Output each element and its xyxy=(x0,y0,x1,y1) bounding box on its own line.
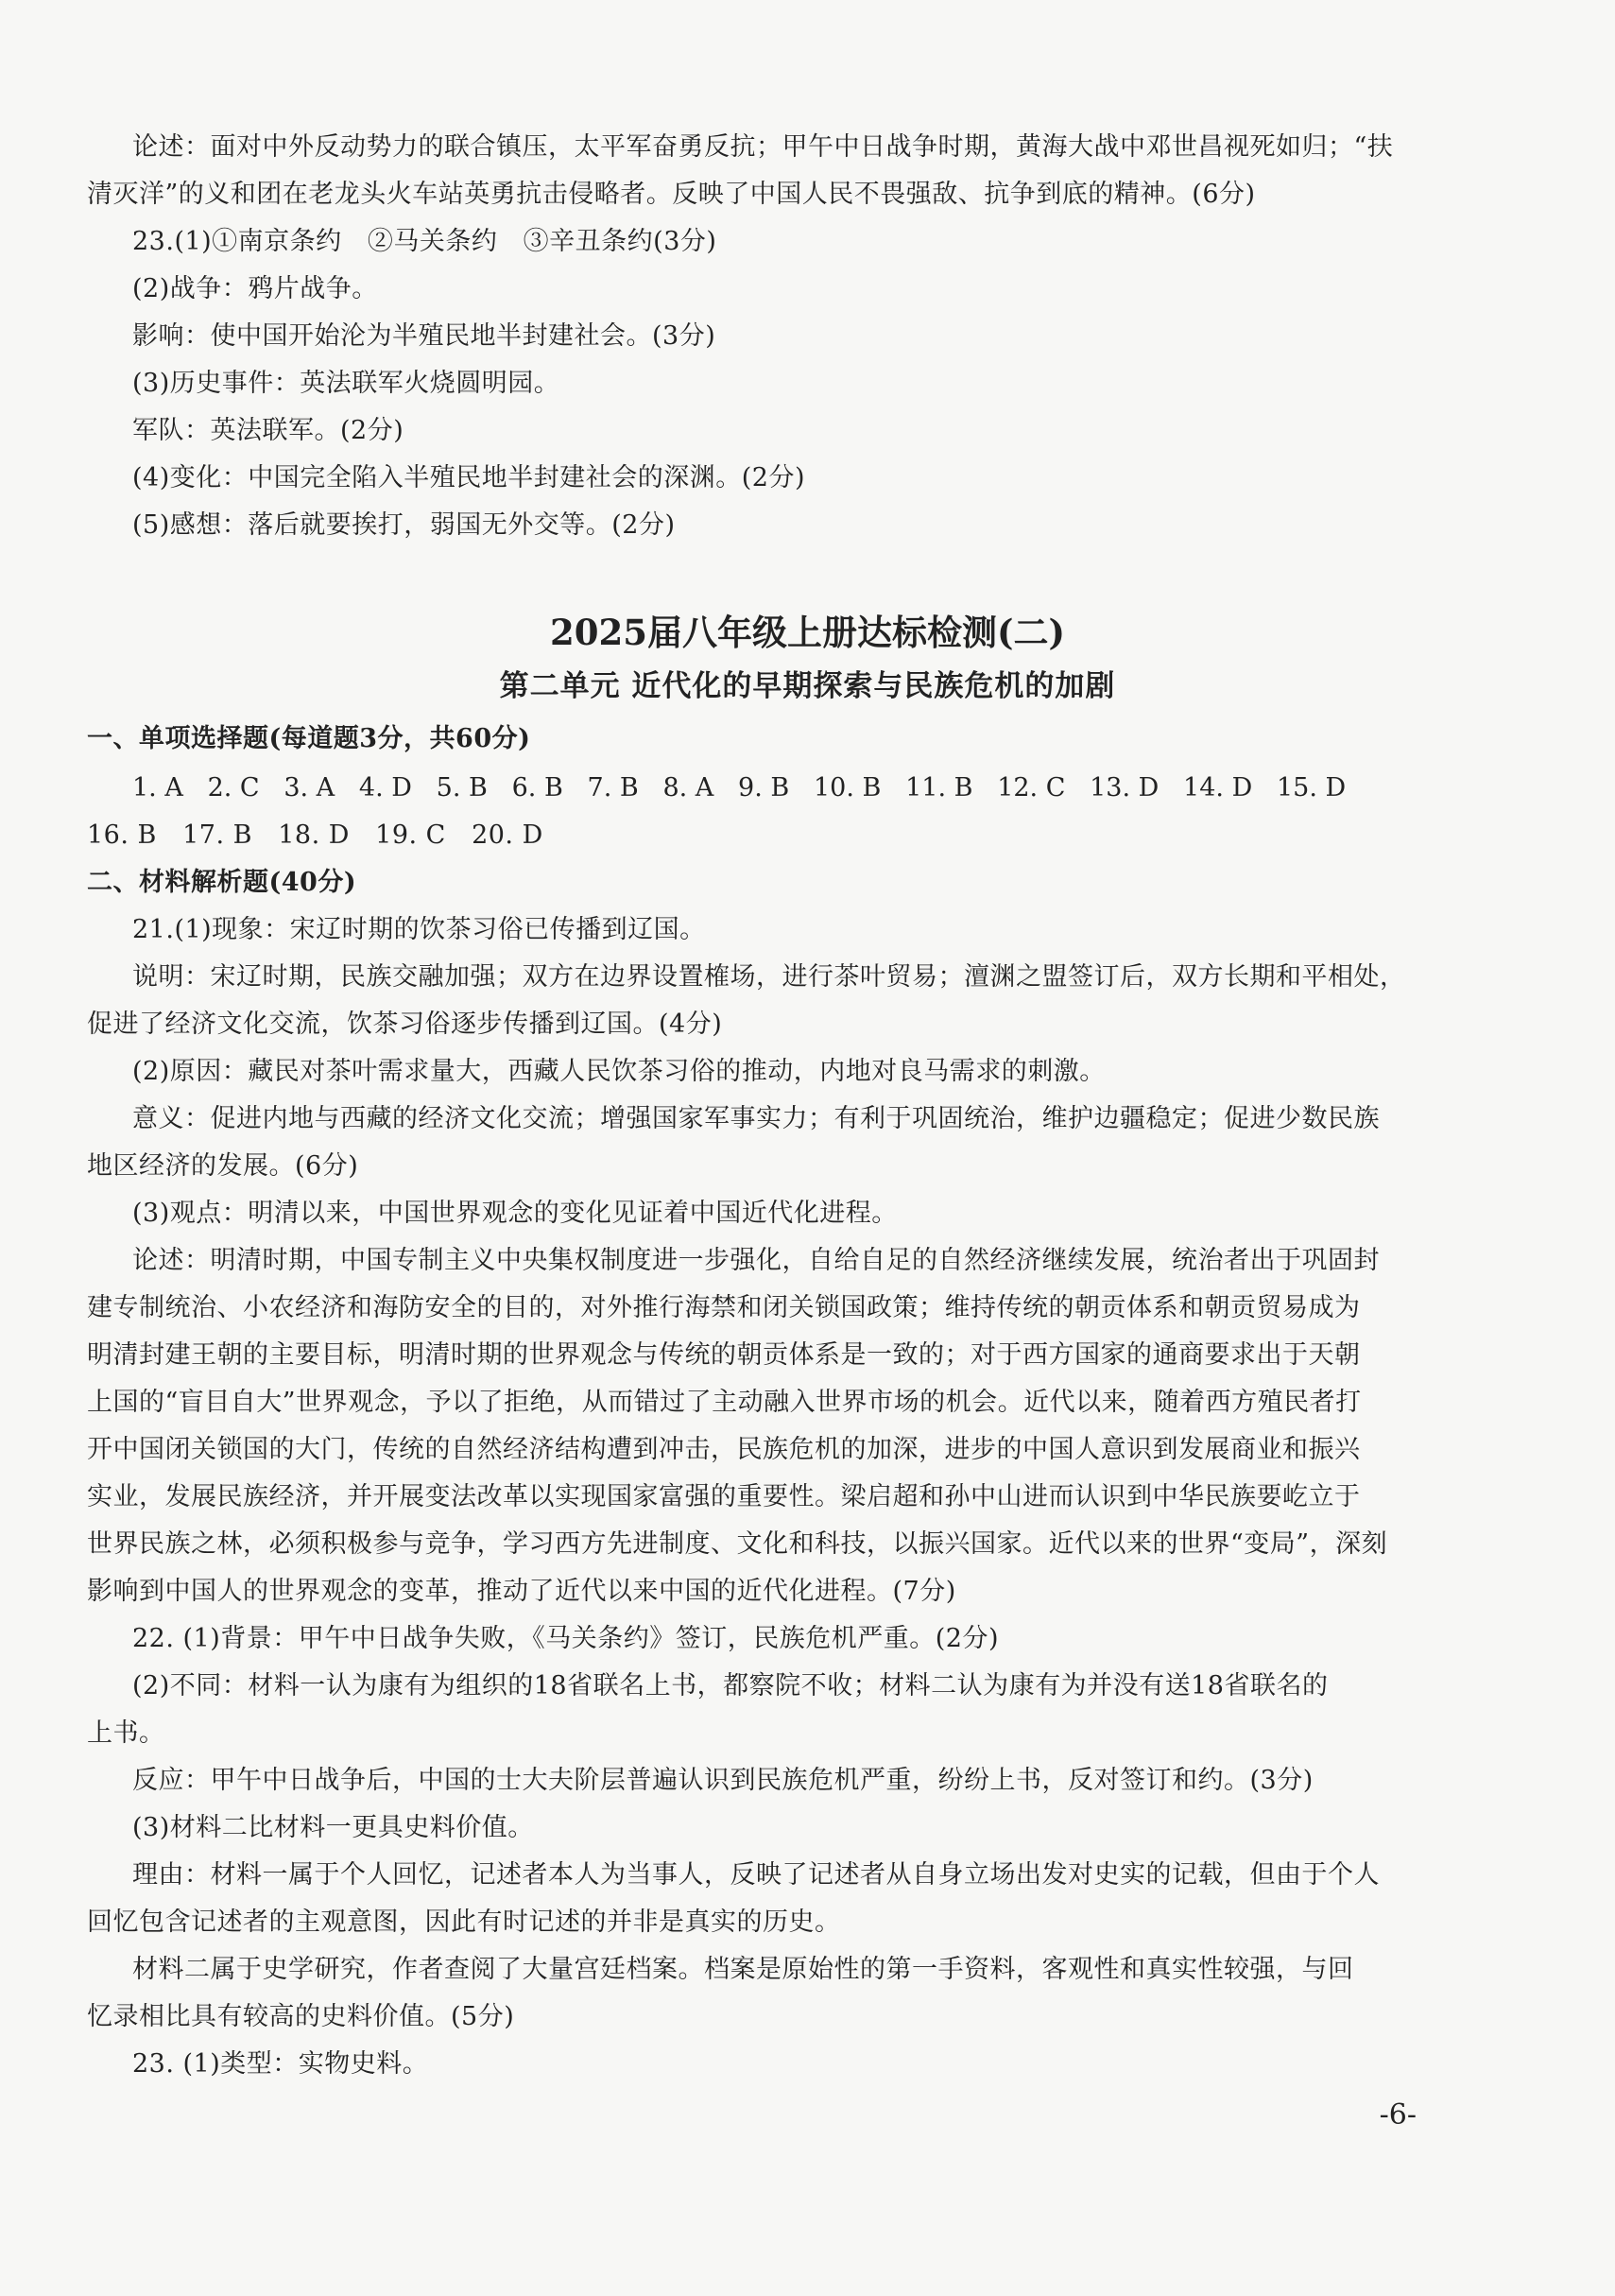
text-line: 军队：英法联军。(2分) xyxy=(132,416,404,445)
text-line: 22. (1)背景：甲午中日战争失败，《马关条约》签订，民族危机严重。(2分) xyxy=(132,1624,1000,1653)
text-line: 意义：促进内地与西藏的经济文化交流；增强国家军事实力；有利于巩固统治，维护边疆稳定；促进少数民族 xyxy=(132,1104,1380,1133)
section-heading: 二、材料解析题(40分) xyxy=(87,868,357,897)
text-line: 论述：明清时期，中国专制主义中央集权制度进一步强化，自给自足的自然经济继续发展，统治者出于巩固封 xyxy=(132,1246,1380,1275)
text-line: (2)战争：鸦片战争。 xyxy=(132,274,378,303)
text-line: 促进了经济文化交流，饮茶习俗逐步传播到辽国。(4分) xyxy=(87,1010,723,1039)
text-line: 地区经济的发展。(6分) xyxy=(87,1151,359,1181)
text-line: 影响：使中国开始沦为半殖民地半封建社会。(3分) xyxy=(132,321,716,351)
text-line: (5)感想：落后就要挨打，弱国无外交等。(2分) xyxy=(132,510,676,540)
text-line: 开中国闭关锁国的大门，传统的自然经济结构遭到冲击，民族危机的加深，进步的中国人意识到发展商业和振兴 xyxy=(87,1435,1361,1464)
section-heading: 一、单项选择题(每道题3分，共60分) xyxy=(87,724,531,753)
text-line: 材料二属于史学研究，作者查阅了大量宫廷档案。档案是原始性的第一手资料，客观性和真实性较强，与回 xyxy=(132,1955,1354,1984)
text-line: 影响到中国人的世界观念的变革，推动了近代以来中国的近代化进程。(7分) xyxy=(87,1577,956,1606)
text-line: 建专制统治、小农经济和海防安全的目的，对外推行海禁和闭关锁国政策；维持传统的朝贡体系和朝贡贸易成为 xyxy=(87,1293,1361,1322)
text-line: 上国的“盲目自大”世界观念，予以了拒绝，从而错过了主动融入世界市场的机会。近代以来，随着西方殖民者打 xyxy=(87,1388,1362,1417)
text-line: (2)不同：材料一认为康有为组织的18省联名上书，都察院不收；材料二认为康有为并没有送18省联名的 xyxy=(132,1671,1329,1700)
page-number: -6- xyxy=(1379,2098,1417,2132)
answer-row: 16. B 17. B 18. D 19. C 20. D xyxy=(87,820,543,850)
text-line: 世界民族之林，必须积极参与竞争，学习西方先进制度、文化和科技，以振兴国家。近代以来的世界“变局”，深刻 xyxy=(87,1529,1388,1559)
text-line: 23.(1)①南京条约 ②马关条约 ③辛丑条约(3分) xyxy=(132,227,717,256)
text-line: 忆录相比具有较高的史料价值。(5分) xyxy=(87,2002,515,2031)
text-line: 理由：材料一属于个人回忆，记述者本人为当事人，反映了记述者从自身立场出发对史实的记载，但由于个人 xyxy=(132,1860,1380,1890)
text-line: 上书。 xyxy=(87,1718,165,1748)
text-line: 清灭洋”的义和团在老龙头火车站英勇抗击侵略者。反映了中国人民不畏强敌、抗争到底的精神。(6分) xyxy=(87,180,1256,209)
text-line: (3)材料二比材料一更具史料价值。 xyxy=(132,1813,534,1842)
text-line: (3)观点：明清以来，中国世界观念的变化见证着中国近代化进程。 xyxy=(132,1199,898,1228)
text-line: 论述：面对中外反动势力的联合镇压，太平军奋勇反抗；甲午中日战争时期，黄海大战中邓世昌视死如归；“扶 xyxy=(132,132,1394,162)
page-title: 2025届八年级上册达标检测(二) xyxy=(550,612,1065,653)
unit-subtitle: 第二单元 近代化的早期探索与民族危机的加剧 xyxy=(499,669,1116,703)
text-line: 反应：甲午中日战争后，中国的士大夫阶层普遍认识到民族危机严重，纷纷上书，反对签订和约。(3分) xyxy=(132,1766,1314,1795)
text-line: 明清封建王朝的主要目标，明清时期的世界观念与传统的朝贡体系是一致的；对于西方国家的通商要求出于天朝 xyxy=(87,1340,1361,1370)
text-line: 回忆包含记述者的主观意图，因此有时记述的并非是真实的历史。 xyxy=(87,1908,841,1937)
text-line: (3)历史事件：英法联军火烧圆明园。 xyxy=(132,369,560,398)
text-line: (4)变化：中国完全陷入半殖民地半封建社会的深渊。(2分) xyxy=(132,463,805,492)
answer-row: 1. A 2. C 3. A 4. D 5. B 6. B 7. B 8. A 9. B 10. B 11. B 12. C 13. D 14. D 15. D xyxy=(132,773,1347,803)
text-line: 21.(1)现象：宋辽时期的饮茶习俗已传播到辽国。 xyxy=(132,915,706,944)
text-line: 实业，发展民族经济，并开展变法改革以实现国家富强的重要性。梁启超和孙中山进而认识到中华民族要屹立于 xyxy=(87,1482,1361,1511)
text-line: 说明：宋辽时期，民族交融加强；双方在边界设置榷场，进行茶叶贸易；澶渊之盟签订后，双方长期和平相处， xyxy=(132,962,1406,992)
text-line: 23. (1)类型：实物史料。 xyxy=(132,2049,429,2079)
text-line: (2)原因：藏民对茶叶需求量大，西藏人民饮茶习俗的推动，内地对良马需求的刺激。 xyxy=(132,1057,1106,1086)
